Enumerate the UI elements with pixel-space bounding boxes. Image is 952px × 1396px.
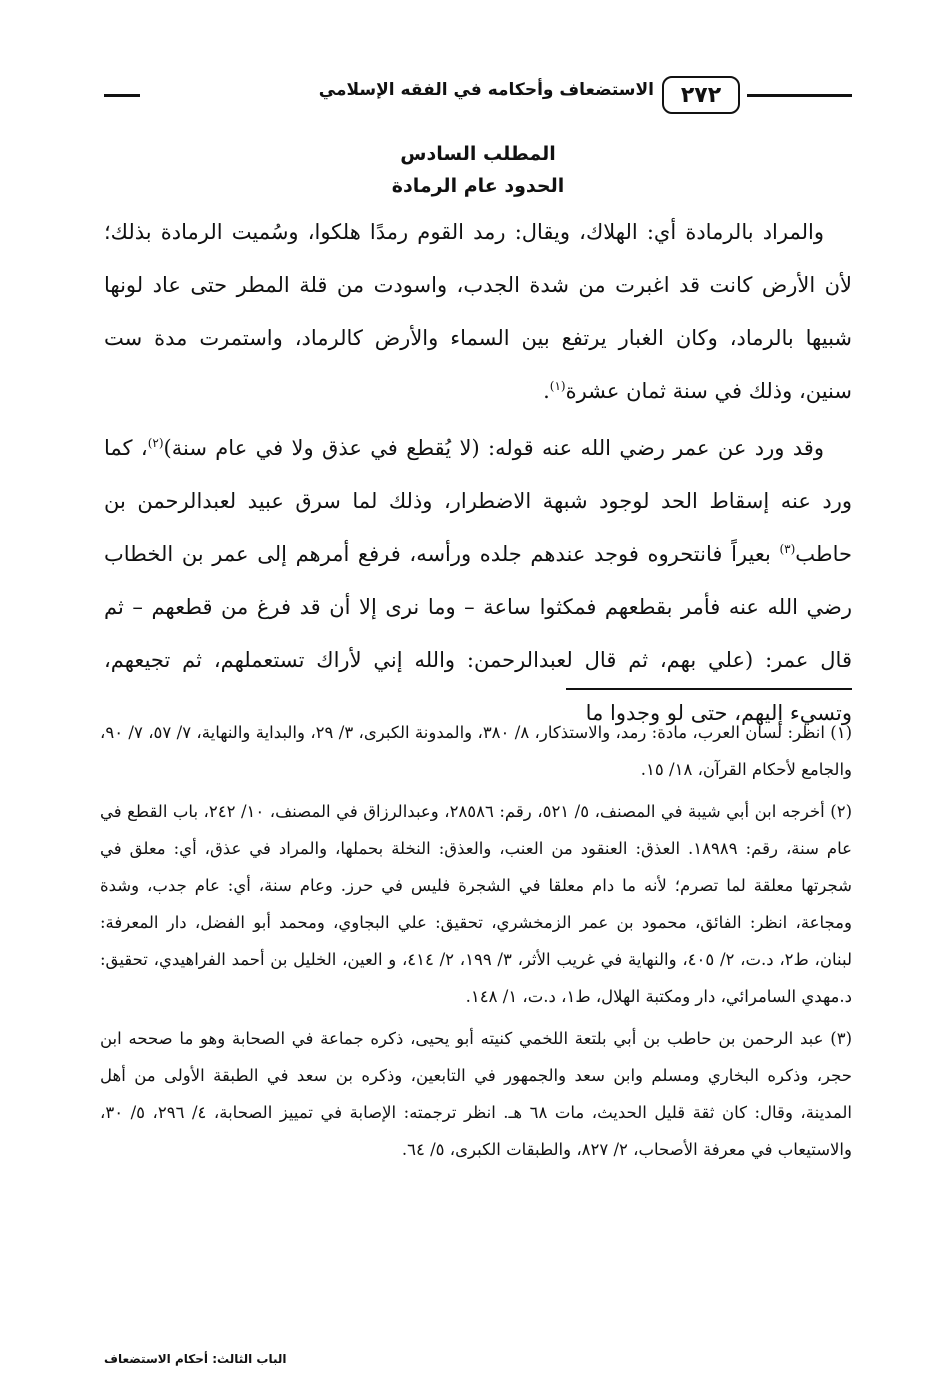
page-header [104,72,852,112]
page-footer: الباب الثالث: أحكام الاستضعاف [104,1352,287,1366]
footnote-ref[interactable]: (١) [549,379,566,393]
footnote-separator [566,688,852,690]
header-rule [104,94,140,97]
page-number: ٢٧٢ [662,76,740,114]
footnote-ref[interactable]: (٣) [779,542,796,556]
section-subtitle: الحدود عام الرمادة [391,175,565,197]
footnote: (٢) أخرجه ابن أبي شيبة في المصنف، ٥/ ٥٢١، رقم: ٢٨٥٨٦، وعبدالرزاق في المصنف، ١٠/ ٢٤٢، باب القطع في عام سنة، رقم: ١٨٩٨٩. العذق: العنقود من العنب، والعذق: النخلة بحملها، والمراد في عذق، أي: معلق في شجرتها معلقة لما تصرم؛ لأنه ما دام معلقا في الشجرة فليس في حرز. وعام سنة، أي: عام جدب، وشدة ومجاعة، انظر: الفائق، محمود بن عمر الزمخشري، تحقيق: علي البجاوي، ومحمد أبو الفضل، دار المعرفة: لبنان، ط٢، د.ت، ٢/ ٤٠٥، والنهاية في غريب الأثر، ٣/ ١٩٩، ٢/ ٤١٤، و العين، الخليل بن أحمد الفراهيدي، تحقيق: د.مهدي السامرائي، دار ومكتبة الهلال، ط١، د.ت، ١/ ١٤٨. [100,802,852,1006]
header-rule [747,94,852,97]
paragraph-text: بعيراً فانتحروه فوجد عندهم جلده ورأسه، فرفع أمرهم إلى عمر بن الخطاب رضي الله عنه فأمر بقطعهم فمكثوا ساعة – وما نرى إلا أن قد فرغ من قطعهم – ثم قال عمر: (علي بهم، ثم قال لعبدالرحمن: والله إني لأراك تستعملهم، ثم تجيعهم، وتسيء إليهم، حتى لو وجدوا ما [104,542,852,725]
body-paragraph [104,422,852,740]
paragraph-text: . [543,379,550,403]
paragraph-text: والمراد بالرمادة أي: الهلاك، ويقال: رمد القوم رمدًا هلكوا، وسُميت الرمادة بذلك؛ لأن الأرض كانت قد اغبرت من شدة الجدب، واسودت من قلة المطر حتى عاد لونها شبيها بالرماد، وكان الغبار يرتفع بين السماء والأرض كالرماد، واستمرت مدة ست سنين، وذلك في سنة ثمان عشرة [104,220,852,403]
paragraph-text: ، كما ورد عنه إسقاط الحد لوجود شبهة الاضطرار، وذلك لما سرق عبيد لعبدالرحمن بن حاطب [104,436,852,566]
body-text [104,206,852,740]
footnotes [100,714,852,1173]
running-title: الاستضعاف وأحكامه في الفقه الإسلامي [318,80,654,100]
body-paragraph [104,206,852,418]
section-title: المطلب السادس [400,143,556,165]
footnote-ref[interactable]: (٢) [147,436,164,450]
footnote: (١) انظر: لسان العرب، مادة: رمد، والاستذكار، ٨/ ٣٨٠، والمدونة الكبرى، ٣/ ٢٩، والبداية والنهاية، ٧/ ٥٧، ٧/ ٩٠، والجامع لأحكام القرآن، ١٨/ ١٥. [100,723,853,779]
footnote: (٣) عبد الرحمن بن حاطب بن أبي بلتعة اللخمي كنيته أبو يحيى، ذكره جماعة في الصحابة وهو ما صححه ابن حجر، وذكره البخاري ومسلم وابن سعد والجمهور في التابعين، وذكره بن سعد في الطبقة الأولى من أهل المدينة، وقال: كان ثقة قليل الحديث، مات ٦٨ هـ. انظر ترجمته: الإصابة في تمييز الصحابة، ٤/ ٢٩٦، ٥/ ٣٠، والاستيعاب في معرفة الأصحاب، ٢/ ٨٢٧، والطبقات الكبرى، ٥/ ٦٤. [100,1029,852,1159]
paragraph-text: وقد ورد عن عمر رضي الله عنه قوله: (لا يُقطع في عذق ولا في عام سنة) [163,436,824,460]
